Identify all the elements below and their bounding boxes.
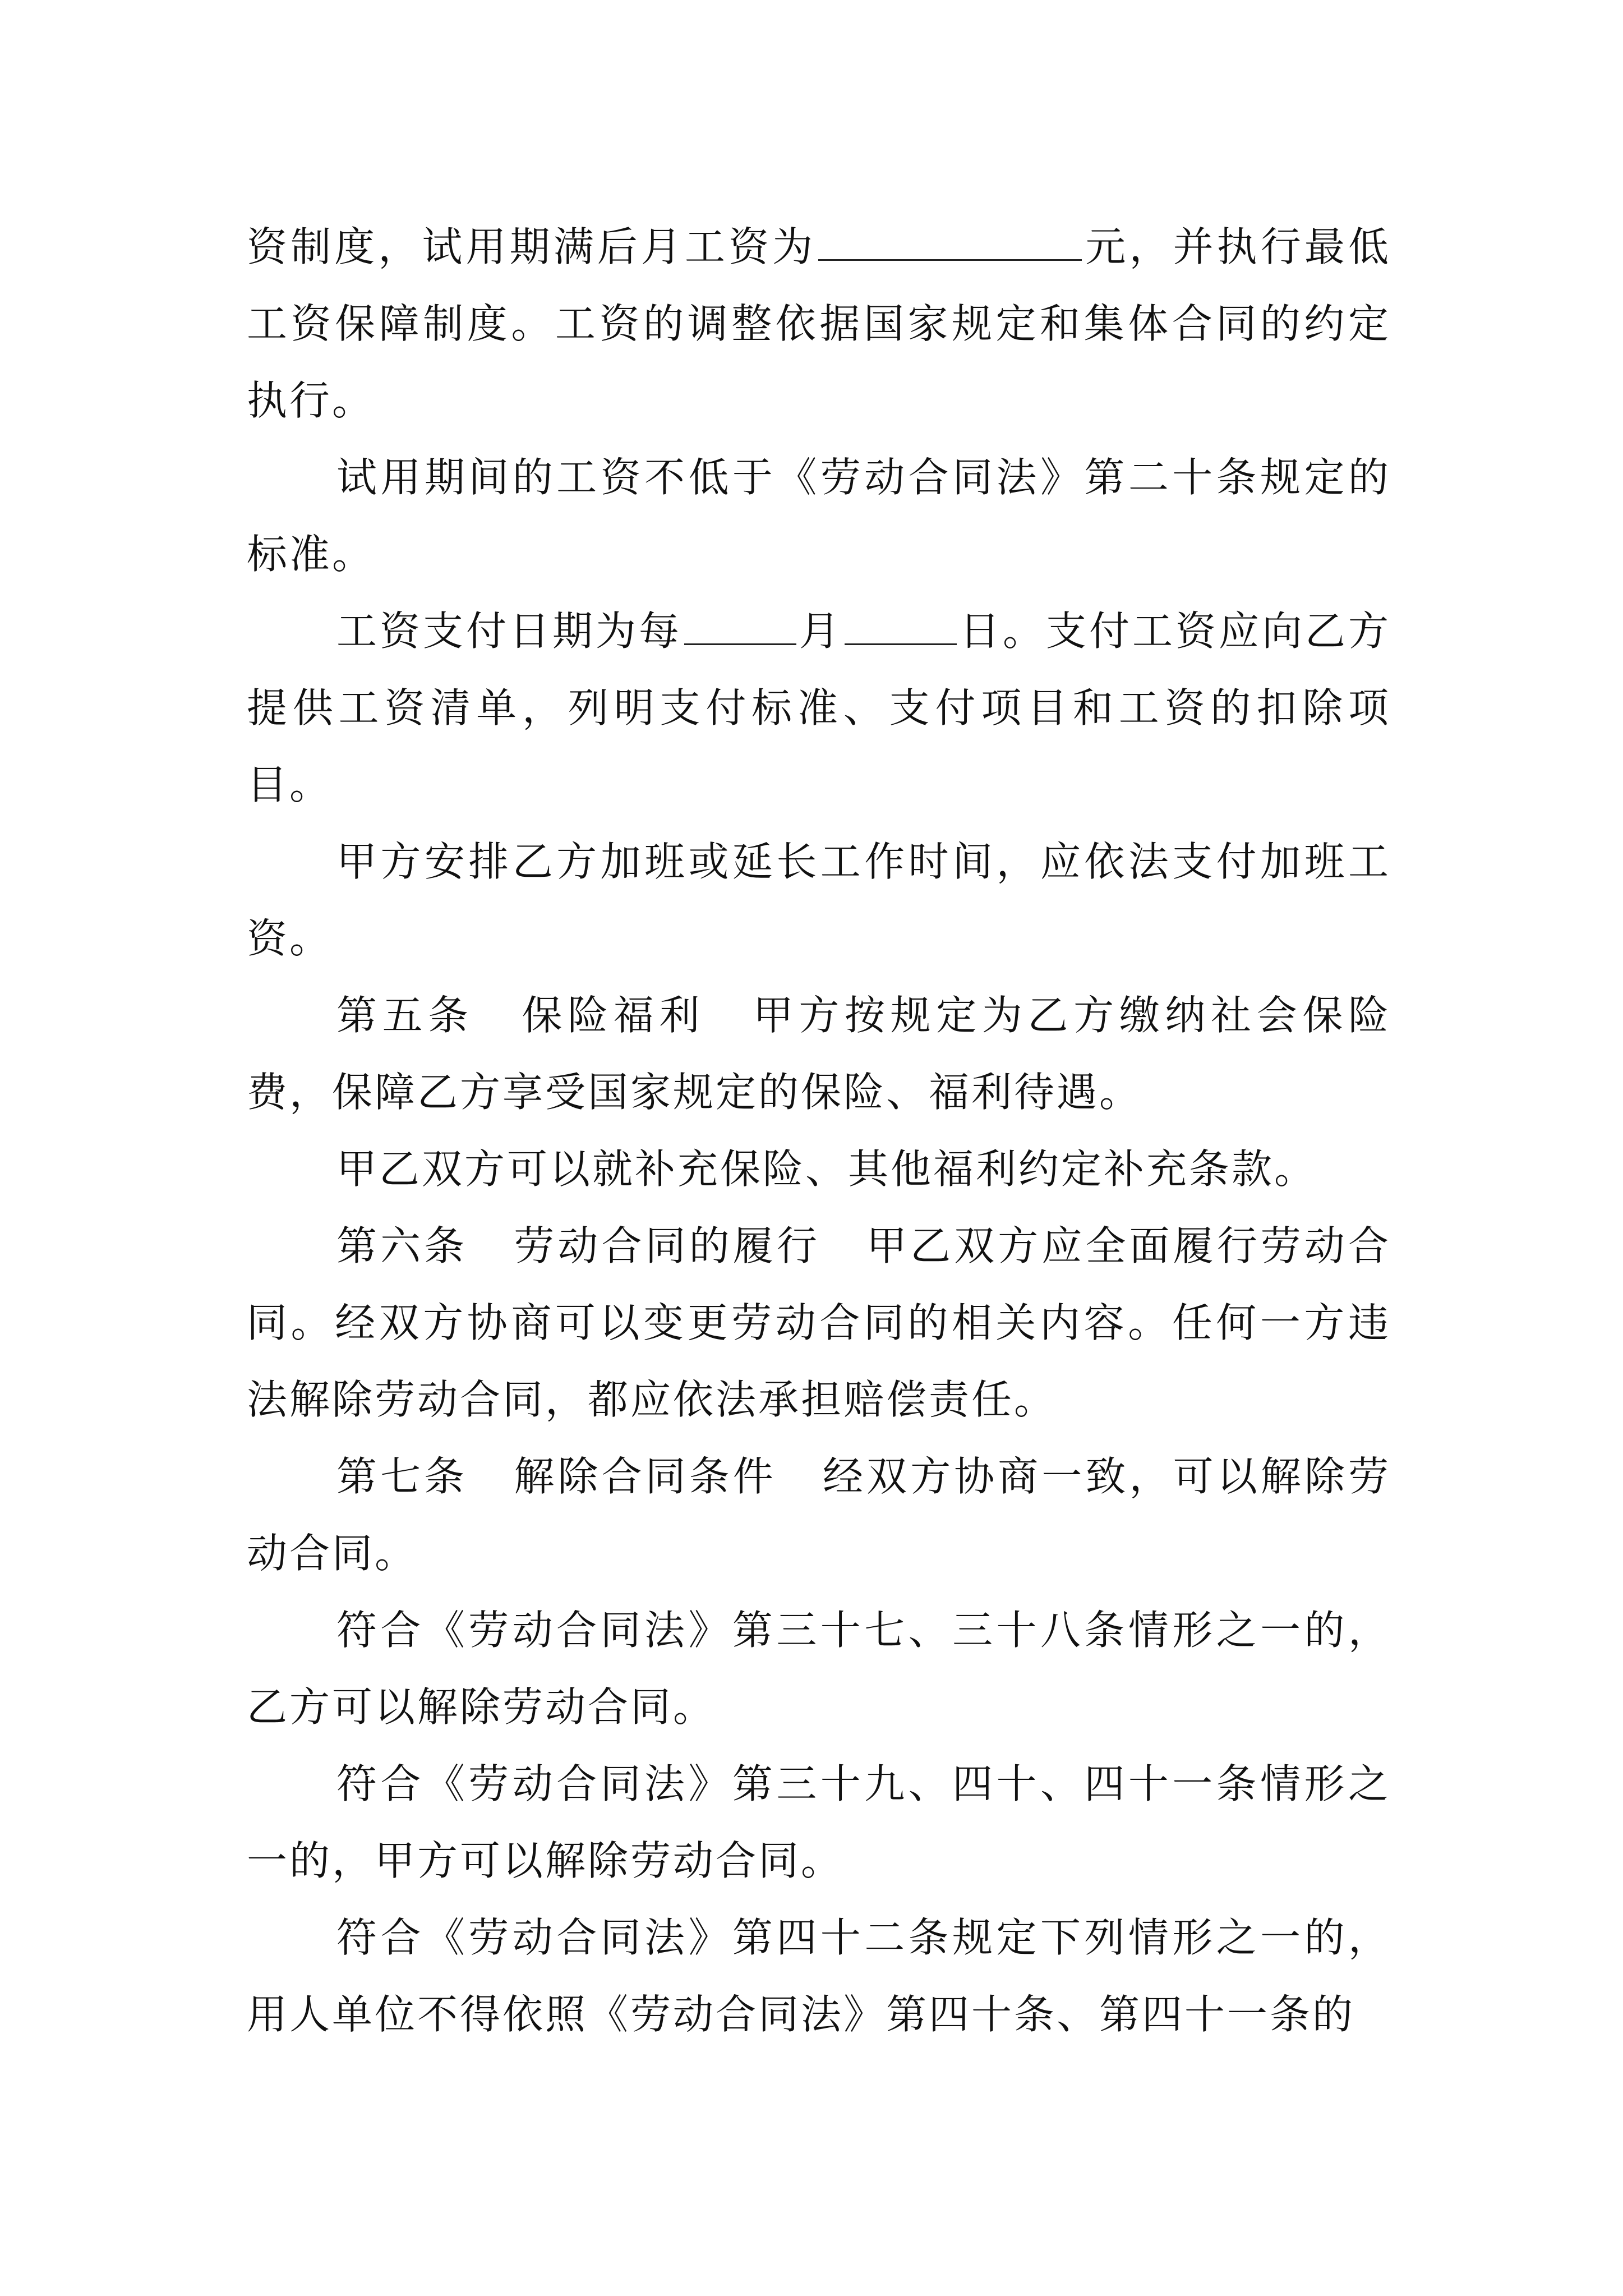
paragraph-10 (247, 1746, 1391, 1899)
article-5-paragraph (247, 977, 1391, 1131)
paragraph-6 (247, 1131, 1391, 1208)
paragraph-text: 月 (798, 608, 842, 655)
pay-day-blank (845, 604, 957, 645)
paragraph-3 (247, 593, 1391, 823)
paragraph-text: 工资支付日期为每 (336, 608, 682, 655)
paragraph-text: 资制度，试用期满后月工资为 (247, 223, 817, 270)
article-heading: 解除合同条件 (513, 1453, 777, 1500)
paragraph-text: 符合《劳动合同法》第三十九、四十、四十一条情形之一的，甲方可以解除劳动合同。 (247, 1760, 1391, 1884)
paragraph-1 (247, 209, 1391, 439)
paragraph-4 (247, 823, 1391, 977)
monthly-wage-blank (818, 220, 1082, 261)
article-number: 第六条 (336, 1222, 468, 1269)
paragraph-text: 经双方协商一致，可以解除劳动合同。 (247, 1453, 1391, 1577)
article-number: 第七条 (336, 1453, 468, 1500)
article-heading: 劳动合同的履行 (513, 1222, 820, 1269)
paragraph-2 (247, 439, 1391, 593)
paragraph-text: 甲方按规定为乙方缴纳社会保险费，保障乙方享受国家规定的保险、福利待遇。 (247, 992, 1391, 1116)
pay-month-blank (684, 604, 796, 645)
paragraph-text: 元，并执行最低工资保障制度。工资的调整依据国家规定和集体合同的约定执行。 (247, 223, 1391, 424)
article-heading: 保险福利 (518, 992, 706, 1039)
paragraph-text: 日。支付工资应向乙方提供工资清单，列明支付标准、支付项目和工资的扣除项目。 (247, 608, 1391, 808)
paragraph-text: 符合《劳动合同法》第三十七、三十八条情形之一的，乙方可以解除劳动合同。 (247, 1607, 1391, 1731)
paragraph-text: 甲乙双方应全面履行劳动合同。经双方协商可以变更劳动合同的相关内容。任何一方违法解除劳动合同，都应依法承担赔偿责任。 (247, 1222, 1391, 1423)
paragraph-text: 甲方安排乙方加班或延长工作时间，应依法支付加班工资。 (247, 838, 1391, 962)
contract-text-body (247, 209, 1391, 2053)
paragraph-text: 甲乙双方可以就补充保险、其他福利约定补充条款。 (336, 1145, 1317, 1193)
article-7-paragraph (247, 1438, 1391, 1592)
article-number: 第五条 (336, 992, 474, 1039)
paragraph-text: 符合《劳动合同法》第四十二条规定下列情形之一的，用人单位不得依照《劳动合同法》第四十条、第四十一条的 (247, 1914, 1391, 2038)
paragraph-9 (247, 1592, 1391, 1746)
article-6-paragraph (247, 1208, 1391, 1438)
paragraph-text: 试用期间的工资不低于《劳动合同法》第二十条规定的标准。 (247, 454, 1391, 578)
paragraph-11 (247, 1899, 1391, 2053)
